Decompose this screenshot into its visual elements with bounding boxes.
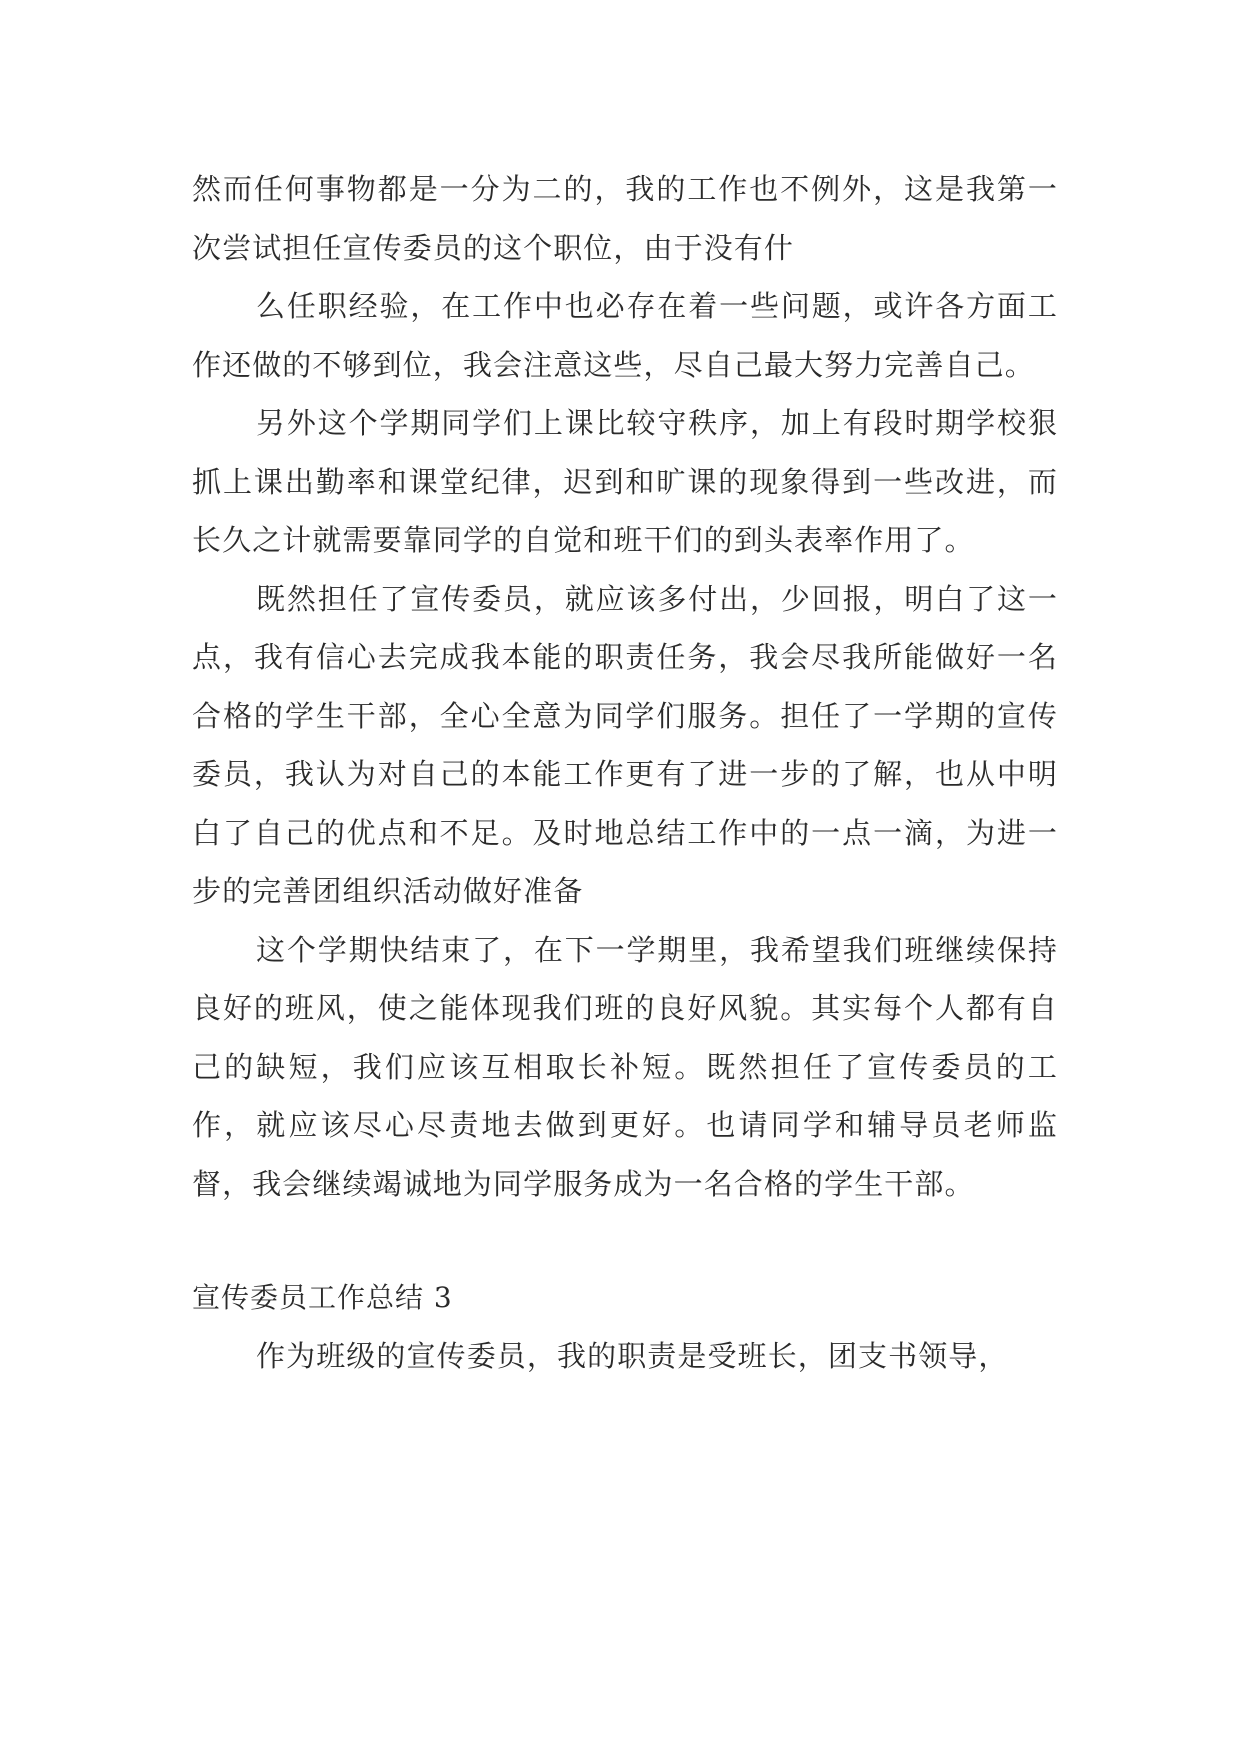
paragraph-2: 么任职经验，在工作中也必存在着一些问题，或许各方面工作还做的不够到位，我会注意这些，尽自己最大努力完善自己。 [192, 289, 1058, 382]
paragraph-3: 另外这个学期同学们上课比较守秩序，加上有段时期学校狠抓上课出勤率和课堂纪律，迟到和旷课的现象得到一些改进，而长久之计就需要靠同学的自觉和班干们的到头表率作用了。 [192, 406, 1058, 557]
document-body [192, 160, 1058, 1386]
paragraph-6: 作为班级的宣传委员，我的职责是受班长，团支书领导， [256, 1339, 1009, 1373]
section-spacer [192, 1213, 1058, 1269]
paragraph-5: 这个学期快结束了，在下一学期里，我希望我们班继续保持良好的班风，使之能体现我们班的良好风貌。其实每个人都有自己的缺短，我们应该互相取长补短。既然担任了宣传委员的工作，就应该尽心尽责地去做到更好。也请同学和辅导员老师监督，我会继续竭诚地为同学服务成为一名合格的学生干部。 [192, 932, 1058, 1201]
section-heading: 宣传委员工作总结 3 [192, 1281, 453, 1314]
paragraph-4: 既然担任了宣传委员，就应该多付出，少回报，明白了这一点，我有信心去完成我本能的职责任务，我会尽我所能做好一名合格的学生干部，全心全意为同学们服务。担任了一学期的宣传委员，我认为对自己的本能工作更有了进一步的了解，也从中明白了自己的优点和不足。及时地总结工作中的一点一滴，为进一步的完善团组织活动做好准备 [192, 581, 1058, 908]
paragraph-1: 然而任何事物都是一分为二的，我的工作也不例外，这是我第一次尝试担任宣传委员的这个职位，由于没有什 [192, 172, 1058, 265]
